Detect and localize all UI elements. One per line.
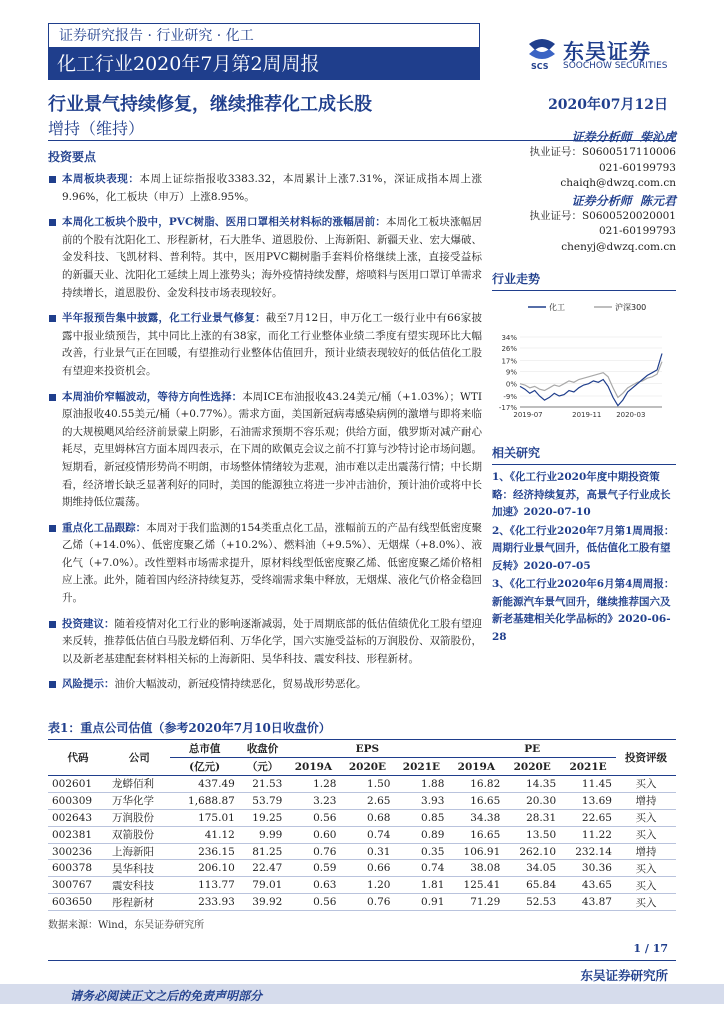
bullet-text: 随着疫情对化工行业的影响逐渐减弱，处于周期底部的低估值绩优化工股有望迎来反转，推荐低估值白马股龙蟒佰利、万华化学，国六实施受益标的万润股份、双箭股份，以及新老基建配套材料相关标的上海新阳、昊华科技、震安科技、形程新材。 [62,617,482,665]
analyst-name-row [492,130,676,145]
cell-code: 002381 [48,826,108,843]
cell-pe-2019a: 16.82 [448,776,504,793]
related-item[interactable]: 3、《化工行业2020年6月第4周周报：新能源汽车景气回升，继续推荐国六及新老基建相关化学品标的》2020-06-28 [492,578,675,643]
cell-eps-2019a: 1.28 [286,776,340,793]
cell-eps-2020e: 1.20 [340,877,394,894]
table-row [48,877,676,894]
col-eps-2019a: 2019A [286,758,340,776]
related-item[interactable]: 2、《化工行业2020年7月第1周周报：周期行业景气回升，低估值化工股有望反转》2020-07-05 [492,524,675,572]
bullet-square-icon [49,219,56,226]
valuation-table [48,740,676,911]
table-body [48,776,676,911]
col-rating: 投资评级 [616,740,676,776]
bullet-square-icon [49,525,56,532]
cell-eps-2021e: 1.88 [394,776,448,793]
cell-eps-2019a: 0.60 [286,826,340,843]
cell-pe-2019a: 34.38 [448,809,504,826]
col-pe-2020e: 2020E [504,758,560,776]
analyst-name: 陈元君 [639,193,676,208]
bullet-text: 本周上证综指报收3383.32，本周累计上涨7.31%，深证成指本周上涨9.96%，化工板块（申万）上涨8.95%。 [62,173,483,203]
cell-code: 002643 [48,809,108,826]
bullet-lead: 本周油价窄幅波动，等待方向性选择： [62,390,243,403]
y-tick-label: 17% [501,357,517,366]
cell-eps-2021e: 0.89 [394,826,448,843]
series-line [520,362,662,398]
analyst-role: 证券分析师 [571,130,632,144]
page-number: 1 / 17 [633,942,668,955]
analyst-email[interactable]: chaiqh@dwzq.com.cn [560,177,676,190]
table-row [48,792,676,809]
bullet-square-icon [49,394,56,401]
analyst-role: 证券分析师 [571,193,632,208]
cell-eps-2020e: 0.66 [340,860,394,877]
cell-price: 22.47 [239,860,287,877]
col-eps-2020e: 2020E [340,758,394,776]
cell-eps-2021e: 0.74 [394,860,448,877]
cell-pe-2021e: 30.36 [560,860,616,877]
cell-company: 万华化学 [108,792,170,809]
col-price: 收盘价 [239,740,287,758]
col-pe-2021e: 2021E [560,758,616,776]
cell-pe-2019a: 38.08 [448,860,504,877]
analyst-card [492,130,676,192]
cell-eps-2019a: 0.59 [286,860,340,877]
col-code: 代码 [48,740,108,776]
cell-code: 300767 [48,877,108,894]
cell-pe-2019a: 16.65 [448,826,504,843]
cell-company: 万润股份 [108,809,170,826]
analyst-name-row [492,194,676,209]
cell-mcap: 206.10 [170,860,238,877]
investment-highlights [48,148,482,702]
logo-en-text: SOOCHOW SECURITIES [563,61,668,71]
cell-code: 300236 [48,843,108,860]
bullet-lead: 重点化工品跟踪： [62,521,147,534]
cell-mcap: 236.15 [170,843,238,860]
col-eps: EPS [286,740,448,758]
cell-eps-2019a: 0.56 [286,894,340,911]
table-row [48,826,676,843]
cell-price: 9.99 [239,826,287,843]
cell-rating: 买入 [616,894,676,911]
y-tick-label: -9% [503,393,517,402]
bullet-item [48,520,482,608]
table-row [48,894,676,911]
valuation-table-section [48,719,676,931]
col-mcap: 总市值 [170,740,238,758]
cell-eps-2021e: 0.85 [394,809,448,826]
section-title: 投资要点 [48,150,97,164]
company-logo [525,36,685,76]
cell-rating: 买入 [616,776,676,793]
cell-rating: 买入 [616,826,676,843]
bullet-item [48,676,482,694]
cell-pe-2020e: 52.53 [504,894,560,911]
cell-eps-2019a: 0.76 [286,843,340,860]
cell-code: 603650 [48,894,108,911]
cell-price: 19.25 [239,809,287,826]
cell-eps-2020e: 0.74 [340,826,394,843]
bullet-square-icon [49,621,56,628]
col-pe-2019a: 2019A [448,758,504,776]
bullet-text: 本周对于我们监测的154类重点化工品，涨幅前五的产品有线型低密度聚乙烯（+14.0%）、低密度聚乙烯（+10.2%）、燃料油（+9.5%）、无烟煤（+8.0%）、液化气（+7.0%）。改性塑料市场需求提升，原材料线型低密度聚乙烯、低密度聚乙烯价格相应上涨。此外，随着国内经济持续复苏，受终端需求集中释放，无烟煤、液化气价格金稳回升。 [62,521,482,605]
cell-pe-2019a: 125.41 [448,877,504,894]
analyst-email[interactable]: chenyj@dwzq.com.cn [561,240,676,253]
x-tick-label: 2019-07 [513,411,543,419]
footer-divider [48,960,676,961]
logo-cn-text: 东吴证券 [563,40,651,64]
cell-pe-2019a: 71.29 [448,894,504,911]
y-tick-label: 0% [505,380,517,389]
bullet-item [48,310,482,380]
col-company: 公司 [108,740,170,776]
y-tick-label: 26% [501,344,517,353]
cell-mcap: 437.49 [170,776,238,793]
cell-eps-2019a: 3.23 [286,792,340,809]
bullet-text: 本周ICE布油报收43.24美元/桶（+1.03%）；WTI原油报收40.55美元/桶（+0.77%）。需求方面，美国新冠病毒感染病例的激增与即将来临的大规模飓风给经济前景蒙上阴影，石油需求预期不容乐观；供给方面，俄罗斯对减产耐心耗尽，克里姆林宫方面本周四表示，在下周的欧佩克会议之前不打算与沙特讨论市场问题。短期看，新冠疫情形势尚不明朗，市场整体情绪较为悲观，油市难以走出震荡行情；中长期看，经济增长缺乏显著利好的同时，美国的能源独立将进一步冲击油价，预计油价或将中长期维持低位震荡。 [62,390,482,509]
cell-eps-2021e: 0.35 [394,843,448,860]
bullet-text: 截至7月12日，申万化工一级行业中有66家披露中报业绩预告，其中同比上涨的有38家，而化工行业整体业绩二季度有望实现环比大幅改善，行业景气正在回暖，有望推动行业整体估值回升，预计业绩表现较好的低估值化工股有望迎来投资机会。 [62,312,482,377]
related-title: 相关研究 [492,444,676,465]
report-date: 2020年07月12日 [548,97,668,113]
analyst-card [492,194,676,256]
cell-pe-2021e: 11.45 [560,776,616,793]
cell-code: 002601 [48,776,108,793]
bullet-item [48,214,482,302]
table-row [48,776,676,793]
cell-rating: 买入 [616,809,676,826]
bullet-text: 本周化工板块涨幅居前的个股有沈阳化工、形程新材，石大胜华、道恩股份、上海新阳、新疆天业、宏大爆破、金发科技、飞凯材料、普利特。其中，医用PVC糊树脂手套料价格继续上涨，直接受益标的新疆天业、沈阳化工延续上周上涨势头；海外疫情持续发酵，熔喷料与医用口罩订单需求持续增长，道恩股份、金发科技市场表现较好。 [62,216,483,299]
rating: 增持（维持） [48,119,145,138]
cell-mcap: 41.12 [170,826,238,843]
col-price-unit: （元） [239,758,287,776]
analyst-phone: 021-60199793 [598,225,676,238]
trend-title: 行业走势 [492,270,676,291]
bullet-lead: 投资建议： [62,617,115,630]
analyst-cert: 执业证号：S0600517110006 [529,146,676,159]
cell-price: 79.01 [239,877,287,894]
related-item[interactable]: 1、《化工行业2020年度中期投资策略：经济持续复苏，高景气子行业成长加速》2020-07-10 [492,471,671,518]
y-tick-label: 9% [505,368,517,377]
x-tick-label: 2020-03 [616,411,646,419]
footer-institute: 东吴证券研究所 [580,968,668,983]
table-row [48,860,676,877]
analyst-cert: 执业证号：S0600520020001 [529,210,676,223]
cell-eps-2020e: 0.31 [340,843,394,860]
table-row [48,843,676,860]
col-eps-2021e: 2021E [394,758,448,776]
cell-pe-2021e: 43.87 [560,894,616,911]
cell-mcap: 1,688.87 [170,792,238,809]
legend-label: 沪深300 [615,303,647,312]
bullet-square-icon [49,315,56,322]
cell-rating: 增持 [616,792,676,809]
analyst-phone: 021-60199793 [598,161,676,174]
cell-eps-2020e: 1.50 [340,776,394,793]
bullet-lead: 半年报预告集中披露，化工行业景气修复： [62,312,266,325]
table-row [48,809,676,826]
cell-company: 双箭股份 [108,826,170,843]
col-pe: PE [448,740,616,758]
series-line [520,354,662,406]
related-list [492,469,676,646]
table-title: 表1：重点公司估值（参考2020年7月10日收盘价） [48,719,676,740]
report-title: 化工行业2020年7月第2周周报 [49,48,479,80]
bullet-square-icon [49,681,56,688]
cell-pe-2021e: 22.65 [560,809,616,826]
cell-company: 龙蟒佰利 [108,776,170,793]
industry-trend [492,270,676,429]
x-tick-label: 2019-11 [572,411,602,419]
cell-price: 81.25 [239,843,287,860]
disclaimer-text: 请务必阅读正文之后的免责声明部分 [70,989,263,1003]
cell-pe-2020e: 65.84 [504,877,560,894]
cell-pe-2019a: 106.91 [448,843,504,860]
trend-chart [492,295,676,425]
legend-label: 化工 [549,303,565,312]
cell-company: 上海新阳 [108,843,170,860]
bullet-item [48,616,482,669]
cell-company: 彤程新材 [108,894,170,911]
y-tick-label: 34% [501,334,517,342]
related-research [492,444,676,647]
cell-rating: 买入 [616,877,676,894]
cell-pe-2020e: 34.05 [504,860,560,877]
cell-mcap: 175.01 [170,809,238,826]
disclaimer-banner [0,984,724,1004]
cell-pe-2021e: 232.14 [560,843,616,860]
cell-company: 昊华科技 [108,860,170,877]
bullet-item [48,171,482,206]
cell-eps-2019a: 0.63 [286,877,340,894]
bullet-list [48,171,482,694]
cell-eps-2020e: 0.68 [340,809,394,826]
breadcrumb: 证券研究报告 · 行业研究 · 化工 [49,24,479,48]
cell-company: 震安科技 [108,877,170,894]
cell-price: 53.79 [239,792,287,809]
bullet-lead: 本周板块表现： [62,173,140,185]
bullet-item [48,389,482,512]
cell-pe-2020e: 14.35 [504,776,560,793]
bullet-lead: 风险提示： [62,678,115,691]
cell-rating: 增持 [616,843,676,860]
cell-eps-2019a: 0.56 [286,809,340,826]
bullet-square-icon [49,176,56,183]
bullet-lead: 本周化工板块个股中，PVC树脂、医用口罩相关材料标的涨幅居前： [62,216,386,229]
y-tick-label: -17% [498,404,517,412]
cell-pe-2020e: 13.50 [504,826,560,843]
cell-eps-2021e: 3.93 [394,792,448,809]
cell-mcap: 233.93 [170,894,238,911]
cell-code: 600378 [48,860,108,877]
col-mcap-unit: (亿元) [170,758,238,776]
cell-pe-2021e: 13.69 [560,792,616,809]
cell-eps-2020e: 0.76 [340,894,394,911]
cell-pe-2020e: 20.30 [504,792,560,809]
cell-rating: 买入 [616,860,676,877]
analyst-name: 柴沁虎 [639,130,676,144]
analyst-list [492,130,676,255]
bullet-text: 油价大幅波动，新冠疫情持续恶化，贸易战形势恶化。 [114,678,367,691]
cell-mcap: 113.77 [170,877,238,894]
cell-pe-2021e: 11.22 [560,826,616,843]
cell-price: 39.92 [239,894,287,911]
cell-pe-2020e: 28.31 [504,809,560,826]
cell-price: 21.53 [239,776,287,793]
cell-pe-2019a: 16.65 [448,792,504,809]
cell-pe-2020e: 262.10 [504,843,560,860]
soochow-logo-icon [525,36,559,70]
cell-pe-2021e: 43.65 [560,877,616,894]
cell-code: 600309 [48,792,108,809]
headline: 行业景气持续修复，继续推荐化工成长股 [48,94,372,115]
table-source: 数据来源：Wind，东吴证券研究所 [48,920,205,932]
report-banner [48,23,480,80]
cell-eps-2020e: 2.65 [340,792,394,809]
cell-eps-2021e: 0.91 [394,894,448,911]
analyst-sidebar [492,130,676,257]
cell-eps-2021e: 1.81 [394,877,448,894]
svg-text:SCS: SCS [531,62,549,70]
